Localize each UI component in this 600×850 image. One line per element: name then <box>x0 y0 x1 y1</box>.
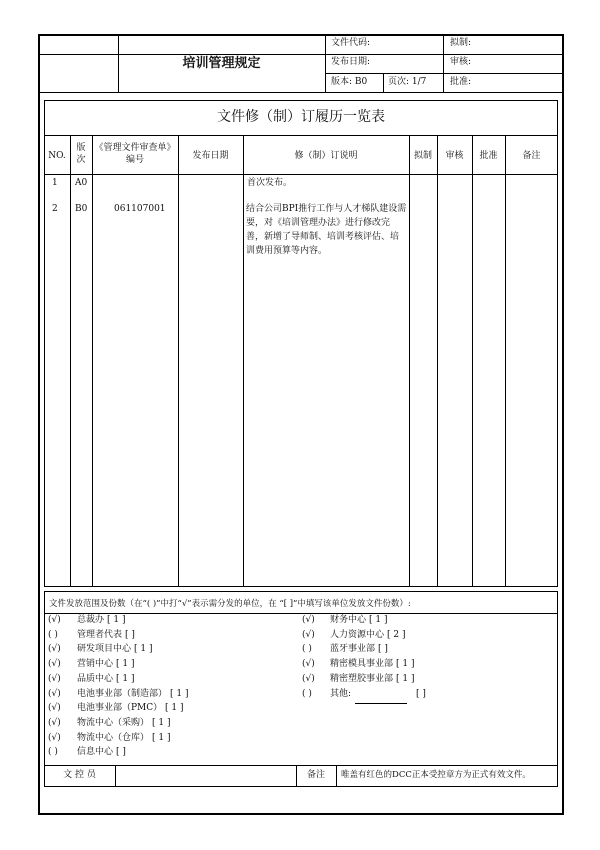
checkbox-mark: ( ) <box>48 747 58 758</box>
copy-quantity: [ 1 ] <box>116 659 135 670</box>
col-header-publish-date: 发布日期 <box>192 151 229 161</box>
table-column-line <box>472 135 473 587</box>
distribution-instruction: 文件发放范围及份数（在“( )”中打“√”表示需分发的单位，在 “[ ]”中填写该单位发放文件份数）: <box>49 599 411 609</box>
copy-quantity: [ ] <box>116 747 126 758</box>
department-name: 电池事业部（PMC） <box>77 703 163 714</box>
copy-quantity: [ 1 ] <box>152 732 171 743</box>
other-fill-line <box>355 703 407 704</box>
checkbox-mark: (√) <box>48 717 61 728</box>
header-divider <box>38 92 564 93</box>
col-header-description: 修（制）订说明 <box>294 151 358 161</box>
col-header-approve: 批准 <box>479 151 498 161</box>
footer-divider <box>115 765 116 787</box>
copy-quantity: [ 1 ] <box>116 673 135 684</box>
col-header-no: NO. <box>48 151 66 161</box>
col-header-draft: 拟制 <box>413 151 432 161</box>
row-1-description: 首次发布。 <box>247 178 293 188</box>
department-name: 精密塑胶事业部 <box>330 673 394 684</box>
checkbox-mark: ( ) <box>48 629 58 640</box>
table-column-line <box>409 135 410 587</box>
distribution-divider <box>44 613 558 614</box>
table-column-line <box>92 135 93 587</box>
department-name: 管理者代表 <box>77 629 123 640</box>
department-name: 蓝牙事业部 <box>330 644 376 655</box>
checkbox-mark: (√) <box>48 659 61 670</box>
table-column-line <box>505 135 506 587</box>
copy-quantity: [ 1 ] <box>152 717 171 728</box>
footer-remark-label: 备注 <box>306 770 325 780</box>
copy-quantity: [ 1 ] <box>170 688 189 699</box>
table-column-line <box>70 135 71 587</box>
copy-quantity: [ 1 ] <box>396 659 415 670</box>
checkbox-mark: (√) <box>48 644 61 655</box>
department-name: 总裁办 <box>77 615 105 625</box>
checkbox-mark: (√) <box>302 629 315 640</box>
page-label: 页次: 1/7 <box>388 77 427 87</box>
version-label: 版本: B0 <box>331 77 368 87</box>
copy-quantity: [ 1 ] <box>396 673 415 684</box>
row-2-description: 结合公司BPI推行工作与人才梯队建设需要，对《培训管理办法》进行修改完善，新增了导师制、培训考核评估、培训费用预算等内容。 <box>246 204 407 256</box>
checkbox-mark: (√) <box>302 615 315 625</box>
row-1-no: 1 <box>52 178 58 188</box>
header-divider <box>383 73 384 92</box>
department-name: 营销中心 <box>77 659 114 670</box>
approve-label: 批准: <box>450 77 472 87</box>
col-header-review: 审核 <box>445 151 464 161</box>
checkbox-mark: (√) <box>48 703 61 714</box>
department-name: 其他: <box>330 688 352 699</box>
history-title: 文件修（制）订履历一览表 <box>217 109 385 125</box>
footer-divider <box>44 765 558 766</box>
row-2-version: B0 <box>75 204 88 214</box>
header-divider <box>325 73 564 74</box>
checkbox-mark: ( ) <box>302 688 312 699</box>
table-column-line <box>243 135 244 587</box>
table-column-line <box>178 135 179 587</box>
copy-quantity: [ 1 ] <box>369 615 388 625</box>
doc-code-label: 文件代码: <box>331 38 371 48</box>
checkbox-mark: (√) <box>48 615 61 625</box>
document-title: 培训管理规定 <box>182 56 261 71</box>
copy-quantity: [ ] <box>416 688 426 699</box>
department-name: 人力资源中心 <box>330 629 385 640</box>
department-name: 财务中心 <box>330 615 367 625</box>
publish-date-label: 发布日期: <box>331 57 371 67</box>
header-divider <box>325 34 326 92</box>
col-header-remark: 备注 <box>522 151 541 161</box>
checkbox-mark: (√) <box>48 673 61 684</box>
department-name: 物流中心（采购） <box>77 717 150 728</box>
row-2-no: 2 <box>52 204 58 214</box>
checkbox-mark: (√) <box>48 732 61 743</box>
department-name: 品质中心 <box>77 673 114 684</box>
checkbox-mark: (√) <box>302 673 315 684</box>
doc-controller-label: 文 控 员 <box>63 770 96 780</box>
row-1-version: A0 <box>75 178 88 188</box>
copy-quantity: [ 1 ] <box>107 615 126 625</box>
copy-quantity: [ ] <box>125 629 135 640</box>
draft-label: 拟制: <box>450 38 472 48</box>
department-name: 研发项目中心 <box>77 644 132 655</box>
copy-quantity: [ 1 ] <box>134 644 153 655</box>
table-column-line <box>437 135 438 587</box>
col-header-form-number: 《管理文件审查单》编号 <box>94 143 176 165</box>
checkbox-mark: (√) <box>302 659 315 670</box>
copy-quantity: [ 1 ] <box>165 703 184 714</box>
checkbox-mark: ( ) <box>302 644 312 655</box>
department-name: 物流中心（仓库） <box>77 732 150 743</box>
department-name: 精密模具事业部 <box>330 659 394 670</box>
table-divider <box>44 135 558 136</box>
department-name: 电池事业部（制造部） <box>77 688 168 699</box>
row-2-form-number: 061107001 <box>114 204 166 214</box>
footer-remark-text: 唯盖有红色的DCC正本受控章方为正式有效文件。 <box>341 770 531 780</box>
col-header-version: 版次 <box>76 143 86 165</box>
footer-divider <box>336 765 337 787</box>
copy-quantity: [ ] <box>378 644 388 655</box>
copy-quantity: [ 2 ] <box>387 629 406 640</box>
checkbox-mark: (√) <box>48 688 61 699</box>
review-label: 审核: <box>450 57 472 67</box>
department-name: 信息中心 <box>77 747 114 758</box>
table-divider <box>44 174 558 175</box>
header-divider <box>443 34 444 92</box>
header-divider <box>38 54 564 55</box>
